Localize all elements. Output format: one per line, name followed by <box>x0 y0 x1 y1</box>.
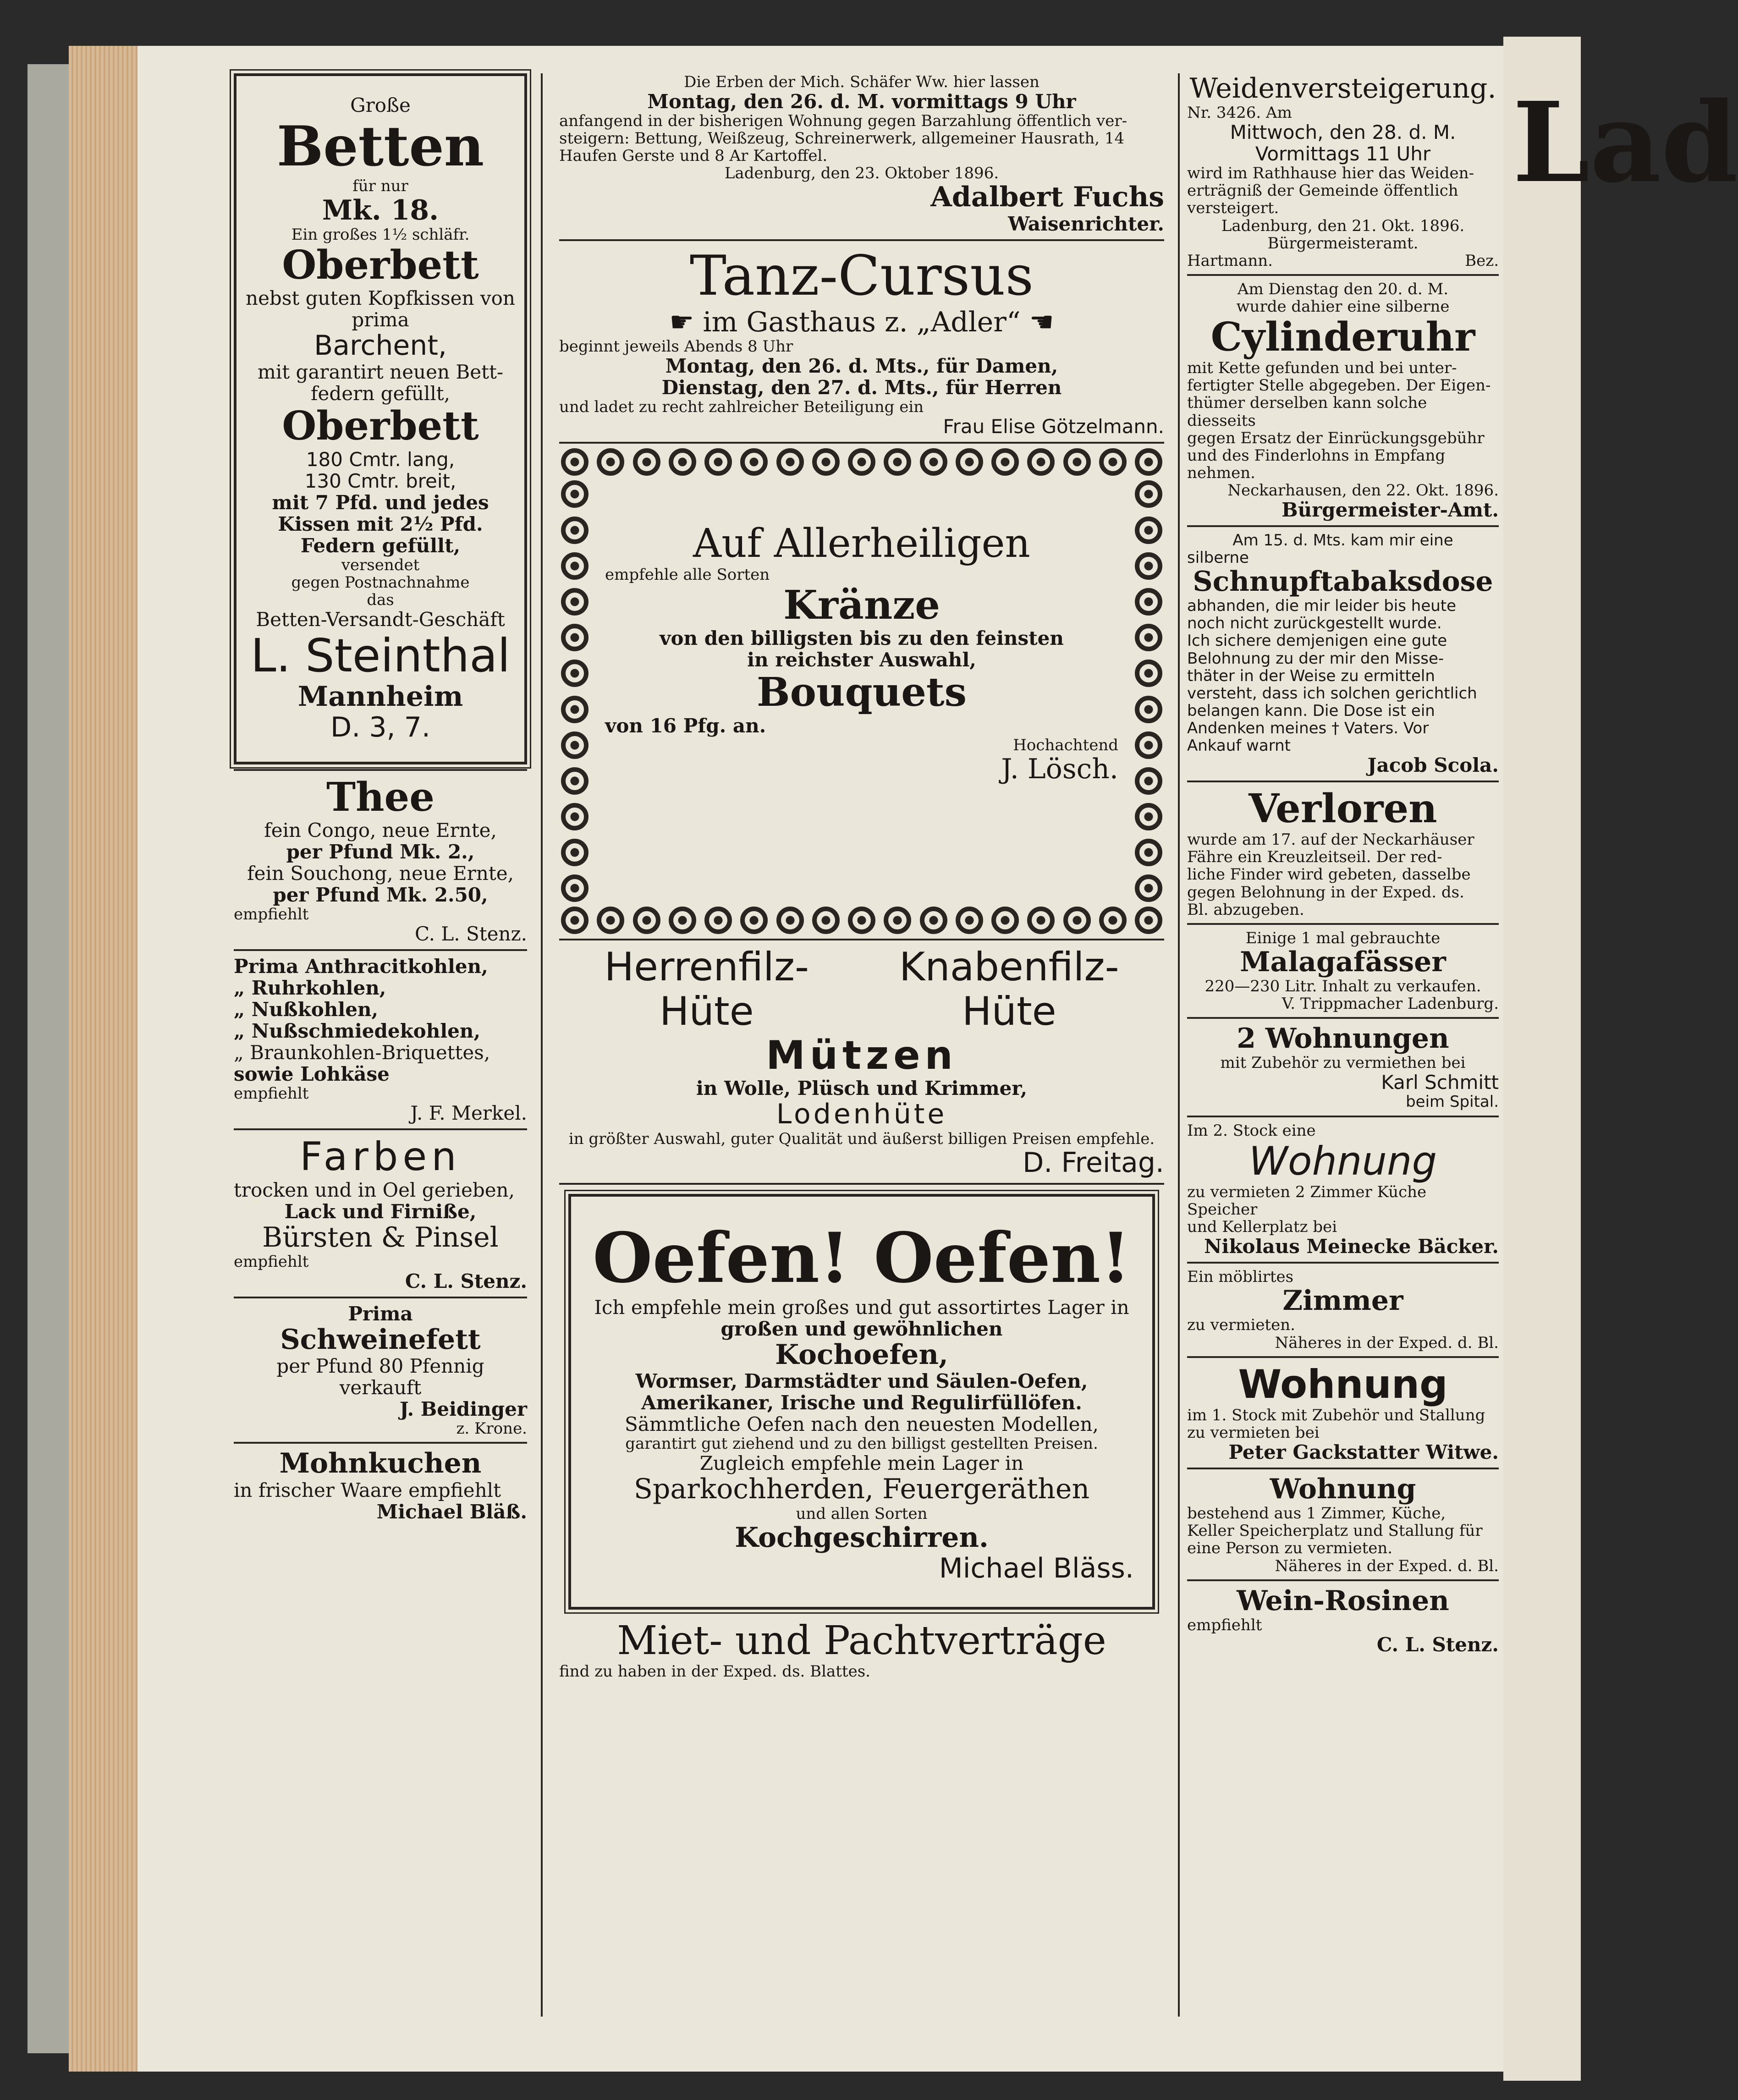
ad-line: sowie Lohkäse <box>234 1063 390 1086</box>
ad-headline: Bouquets <box>756 669 967 716</box>
ad-signature: Nikolaus Meinecke Bäcker. <box>1204 1235 1499 1258</box>
ornament-icon <box>920 907 947 934</box>
ad-line: beginnt jeweils Abends 8 Uhr <box>559 337 793 356</box>
ornament-icon <box>1135 517 1162 544</box>
ad-line: Betten-Versandt-Geschäft <box>256 608 505 631</box>
ad-headline: Farben <box>300 1134 461 1180</box>
ornament-icon <box>561 839 588 866</box>
ornament-icon <box>561 874 588 902</box>
ad-line: für nur <box>352 177 408 196</box>
ad-line: Wormser, Darmstädter und Säulen-Oefen, <box>635 1370 1088 1393</box>
ad-line: Dienstag, den 27. d. Mts., für Herren <box>661 376 1062 399</box>
wein-rosinen-ad <box>1187 1586 1499 1655</box>
divider <box>1187 1579 1499 1581</box>
ornament-icon <box>1135 874 1162 902</box>
tanz-cursus-ad <box>559 246 1164 438</box>
ad-line: empfiehlt <box>234 905 309 924</box>
ornament-icon <box>561 660 588 687</box>
ad-line: gegen Ersatz der Einrückungsgebühr <box>1187 429 1485 447</box>
ad-headline: Mohnkuchen <box>279 1447 482 1480</box>
ad-line: Bl. abzugeben. <box>1187 900 1304 919</box>
ad-line: und Kellerplatz bei <box>1187 1218 1337 1237</box>
ad-line: gegen Postnachnahme <box>291 573 470 592</box>
ad-signature: C. L. Stenz. <box>1376 1633 1499 1656</box>
ornament-icon <box>1135 552 1162 580</box>
ad-line: Große <box>350 94 411 116</box>
ornament-icon <box>1135 839 1162 866</box>
ornament-icon <box>561 696 588 723</box>
ad-headline: Schweinefett <box>280 1324 481 1356</box>
ad-line: 220—230 Litr. Inhalt zu verkaufen. <box>1204 977 1481 995</box>
ad-line: von den billigsten bis zu den feinsten <box>660 627 1064 650</box>
ad-headline: Wohnung <box>1270 1473 1416 1506</box>
ad-line: anfangend in der bisherigen Wohnung gegen Barzahlung öffentlich ver- <box>559 112 1128 131</box>
ornament-icon <box>812 907 840 934</box>
ornament-icon <box>884 448 911 476</box>
ad-headline: Betten <box>276 114 484 179</box>
ad-line: Prima Anthracitkohlen, <box>234 955 488 978</box>
ad-line: Am Dienstag den 20. d. M. <box>1237 280 1449 298</box>
ad-line: nebst guten Kopfkissen von <box>246 287 515 310</box>
ad-signature: D. Freitag. <box>1023 1146 1164 1179</box>
ornament-border <box>559 480 590 902</box>
divider <box>234 949 527 951</box>
ad-line: erträgniß der Gemeinde öffentlich <box>1187 181 1458 200</box>
ad-signature: Frau Elise Götzelmann. <box>943 415 1164 438</box>
ad-line: federn gefüllt, <box>310 382 451 405</box>
ornament-icon <box>991 907 1019 934</box>
zwei-wohnungen-ad <box>1187 1023 1499 1110</box>
divider <box>1187 1356 1499 1358</box>
ornament-icon <box>704 907 732 934</box>
zimmer-ad <box>1187 1268 1499 1351</box>
ad-line: Bez. <box>1465 251 1499 270</box>
ad-line: Ein großes 1½ schläfr. <box>291 225 470 244</box>
ad-signature: J. Lösch. <box>1001 753 1118 785</box>
ad-line: abhanden, die mir leider bis heute <box>1187 597 1457 616</box>
ad-line: mit garantirt neuen Bett- <box>257 361 504 384</box>
ad-headline: Wein-Rosinen <box>1237 1584 1449 1617</box>
ornament-icon <box>740 448 768 476</box>
ad-headline: Weidenversteigerung. <box>1189 72 1496 104</box>
divider <box>559 442 1164 444</box>
ornament-icon <box>956 448 983 476</box>
ornament-icon <box>561 767 588 795</box>
ornament-icon <box>1135 767 1162 795</box>
divider <box>234 1297 527 1298</box>
ad-line: Ladenburg, den 23. Oktober 1896. <box>724 164 999 183</box>
ad-line: Andenken meines † Vaters. Vor <box>1187 719 1429 737</box>
ad-line: beim Spital. <box>1406 1093 1499 1111</box>
ad-line: Ankauf warnt <box>1187 736 1291 755</box>
ornament-icon <box>1099 448 1127 476</box>
wohnung-ad-1 <box>1187 1122 1499 1258</box>
schnupftabaksdose-notice <box>1187 532 1499 776</box>
ad-line: find zu haben in der Exped. ds. Blattes. <box>559 1662 870 1681</box>
ad-line: liche Finder wird gebeten, dasselbe <box>1187 865 1471 884</box>
ornament-icon <box>1135 448 1162 476</box>
ad-headline: Auf Allerheiligen <box>693 521 1030 567</box>
ornament-icon <box>633 907 660 934</box>
column-rule <box>541 73 543 2017</box>
ornament-icon <box>1135 660 1162 687</box>
ad-line: fertigter Stelle abgegeben. Der Eigen- <box>1187 376 1491 395</box>
newspaper-page <box>138 46 1503 2072</box>
ad-line: Einige 1 mal gebrauchte <box>1245 929 1441 947</box>
ad-line: gegen Belohnung in der Exped. ds. <box>1187 883 1464 902</box>
next-page-edge: Lad <box>1503 37 1581 2081</box>
divider <box>1187 1116 1499 1117</box>
ornament-icon <box>561 517 588 544</box>
ad-line: Montag, den 26. d. M. vormittags 9 Uhr <box>647 90 1076 113</box>
divider <box>1187 923 1499 925</box>
ornament-icon <box>561 588 588 616</box>
left-column <box>234 73 527 1523</box>
ad-line: noch nicht zurückgestellt wurde. <box>1187 614 1442 633</box>
ad-line: wurde dahier eine silberne <box>1236 297 1450 316</box>
ad-headline: Knabenfilz-Hüte <box>899 944 1119 1034</box>
ad-signature: Adalbert Fuchs <box>930 181 1164 214</box>
divider <box>234 1442 527 1444</box>
schweinefett-ad <box>234 1303 527 1437</box>
divider <box>1187 525 1499 527</box>
ad-line: nehmen. <box>1187 463 1255 482</box>
ornament-icon <box>776 448 804 476</box>
ad-headline: Kränze <box>783 582 940 628</box>
kohlen-ad <box>234 956 527 1124</box>
ad-headline: Verloren <box>1248 786 1437 832</box>
ad-headline: Wohnung <box>1238 1361 1448 1407</box>
erben-notice <box>559 73 1164 235</box>
ad-line: versendet <box>341 555 420 574</box>
ad-line: Lack und Firniße, <box>284 1200 477 1223</box>
ornament-icon <box>991 448 1019 476</box>
ad-signature: Jacob Scola. <box>1367 753 1499 776</box>
ornament-icon <box>1135 696 1162 723</box>
ornament-icon <box>1027 907 1055 934</box>
ornament-icon <box>561 480 588 508</box>
ad-line: empfiehlt <box>234 1084 309 1103</box>
ad-line: mit 7 Pfd. und jedes <box>272 491 489 514</box>
ad-line: das <box>367 591 394 610</box>
ad-line: thümer derselben kann solche diesseits <box>1187 394 1427 430</box>
ad-line: Zugleich empfehle mein Lager in <box>699 1452 1024 1475</box>
wohnung-ad-2 <box>1187 1363 1499 1463</box>
ornament-icon <box>561 731 588 759</box>
ornament-icon <box>1063 448 1091 476</box>
ornament-icon <box>669 907 696 934</box>
ornament-icon <box>776 907 804 934</box>
ad-line: D. 3, 7. <box>330 711 430 744</box>
ornament-icon <box>1135 731 1162 759</box>
ad-headline: Oefen! Oefen! <box>592 1217 1131 1298</box>
ad-headline: Kochoefen, <box>775 1338 948 1371</box>
pointing-hand-icon: ☛ <box>669 306 694 339</box>
ad-line: mit Zubehör zu vermiethen bei <box>1220 1054 1466 1072</box>
ad-line: großen und gewöhnlichen <box>720 1317 1003 1340</box>
ad-line: steigern: Bettung, Weißzeug, Schreinerwerk, allgemeiner Hausrath, 14 <box>559 129 1125 148</box>
ad-line: in reichster Auswahl, <box>747 649 976 671</box>
ornament-border <box>1133 480 1164 902</box>
ad-headline: Oberbett <box>282 242 479 288</box>
ad-line: Barchent, <box>314 330 447 362</box>
pachtvertraege-ad <box>559 1619 1164 1680</box>
ornament-icon <box>561 624 588 651</box>
ad-headline: Zimmer <box>1282 1285 1403 1317</box>
ad-line <box>1187 252 1499 269</box>
ornament-icon <box>669 448 696 476</box>
ad-line: Federn gefüllt, <box>300 534 461 557</box>
ad-line: Waisenrichter. <box>1008 212 1164 235</box>
pointing-hand-icon: ☚ <box>1029 306 1054 339</box>
divider <box>1187 781 1499 782</box>
ad-line: silberne <box>1187 549 1249 567</box>
ad-headline: L. Steinthal <box>250 629 511 683</box>
ad-line: z. Krone. <box>456 1419 527 1438</box>
ad-line: von 16 Pfg. an. <box>605 714 766 737</box>
ad-line: in größter Auswahl, guter Qualität und äußerst billigen Preisen empfehle. <box>568 1129 1155 1148</box>
ad-headline: Schnupftabaksdose <box>1193 566 1493 598</box>
ad-line: Sämmtliche Oefen nach den neuesten Modellen, <box>625 1413 1099 1436</box>
middle-column <box>559 73 1164 1680</box>
ornament-icon <box>561 803 588 830</box>
ornament-icon <box>884 907 911 934</box>
ad-headline: Thee <box>326 774 434 820</box>
ad-line: garantirt gut ziehend und zu den billigst gestellten Preisen. <box>625 1435 1098 1453</box>
ad-line: zu vermieten 2 Zimmer Küche Speicher <box>1187 1182 1427 1219</box>
ad-line: „ Nußschmiedekohlen, <box>234 1020 481 1043</box>
ad-signature: J. Beidinger <box>399 1398 527 1421</box>
ad-line: Neckarhausen, den 22. Okt. 1896. <box>1227 481 1499 500</box>
allerheiligen-text <box>605 522 1118 784</box>
divider <box>234 1128 527 1130</box>
ad-line: im Gasthaus z. „Adler“ <box>703 306 1021 339</box>
ad-line: Die Erben der Mich. Schäfer Ww. hier lassen <box>684 73 1040 91</box>
ad-signature: J. F. Merkel. <box>410 1102 527 1125</box>
ad-line: und des Finderlohns in Empfang <box>1187 446 1446 465</box>
ornament-icon <box>561 907 588 934</box>
ad-headline: Cylinderuhr <box>1210 313 1475 360</box>
ad-headline <box>559 945 1164 1034</box>
ad-line: empfiehlt <box>1187 1616 1262 1634</box>
ad-line: in frischer Waare empfiehlt <box>234 1479 501 1501</box>
ad-line: Fähre ein Kreuzleitseil. Der red- <box>1187 848 1442 867</box>
ad-line: zu vermieten bei <box>1187 1423 1320 1442</box>
allerheiligen-ad <box>559 448 1164 934</box>
ornament-border <box>559 448 1164 476</box>
ad-line: fein Congo, neue Ernte, <box>264 819 497 841</box>
wohnung-ad-3 <box>1187 1474 1499 1575</box>
divider <box>1187 1262 1499 1264</box>
ornament-icon <box>1135 480 1162 508</box>
ad-headline: Herrenfilz-Hüte <box>604 944 809 1034</box>
ad-signature: Bürgermeister-Amt. <box>1282 498 1499 521</box>
ad-line: versteht, dass ich solchen gerichtlich <box>1187 684 1477 703</box>
ad-headline: Mützen <box>766 1033 957 1079</box>
ad-line: Am 15. d. Mts. kam mir eine <box>1232 531 1453 550</box>
ad-line: im 1. Stock mit Zubehör und Stallung <box>1187 1406 1485 1424</box>
ad-line: belangen kann. Die Dose ist ein <box>1187 701 1435 720</box>
ad-line: Mittwoch, den 28. d. M. <box>1230 121 1456 144</box>
divider <box>1187 1468 1499 1469</box>
ornament-border <box>559 907 1164 934</box>
ad-line: trocken und in Oel gerieben, <box>234 1178 515 1201</box>
ad-line: zu vermieten. <box>1187 1316 1295 1335</box>
ad-headline: Oberbett <box>282 403 479 450</box>
ad-line: 130 Cmtr. breit, <box>304 469 456 492</box>
ad-line: „ Nußkohlen, <box>234 998 379 1021</box>
ad-line: Keller Speicherplatz und Stallung für <box>1187 1522 1483 1540</box>
ornament-icon <box>1063 907 1091 934</box>
ornament-icon <box>597 907 624 934</box>
verloren-notice <box>1187 787 1499 918</box>
ad-line: per Pfund Mk. 2.50, <box>273 883 488 906</box>
ad-line: Amerikaner, Irische und Regulirfüllöfen. <box>641 1391 1082 1414</box>
ad-headline: Tanz-Cursus <box>689 244 1034 308</box>
ornament-icon <box>1135 624 1162 651</box>
ad-line: in Wolle, Plüsch und Krimmer, <box>696 1077 1028 1100</box>
ornament-icon <box>633 448 660 476</box>
ornament-icon <box>1135 588 1162 616</box>
ad-line: Ich sichere demjenigen eine gute <box>1187 632 1447 650</box>
ornament-icon <box>561 448 588 476</box>
divider <box>1187 1017 1499 1019</box>
ad-line: empfiehlt <box>234 1252 309 1271</box>
ad-line: und allen Sorten <box>796 1504 928 1523</box>
ad-line: Sparkochherden, Feuergeräthen <box>633 1473 1090 1506</box>
ad-line: bestehend aus 1 Zimmer, Küche, <box>1187 1504 1446 1523</box>
ad-line: Ich empfehle mein großes und gut assortirtes Lager in <box>594 1296 1129 1319</box>
ornament-icon <box>1135 803 1162 830</box>
ad-line: Hochachtend <box>1013 736 1118 754</box>
divider <box>559 939 1164 940</box>
ad-line: Prima <box>348 1303 413 1325</box>
ad-line: Kissen mit 2½ Pfd. <box>278 512 483 535</box>
right-column <box>1187 73 1499 1655</box>
cylinderuhr-notice <box>1187 280 1499 521</box>
ad-line: wurde am 17. auf der Neckarhäuser <box>1187 830 1474 849</box>
page-edges <box>69 46 138 2072</box>
ad-line: thäter in der Weise zu ermitteln <box>1187 666 1435 685</box>
ad-line: fein Souchong, neue Ernte, <box>247 862 514 885</box>
ad-line: per Pfund 80 Pfennig verkauft <box>276 1355 484 1399</box>
ad-line: Mk. 18. <box>322 194 439 226</box>
ornament-icon <box>848 907 875 934</box>
ornament-icon <box>597 448 624 476</box>
ornament-icon <box>1027 448 1055 476</box>
ad-line: per Pfund Mk. 2., <box>286 840 475 863</box>
ornament-icon <box>561 552 588 580</box>
ad-line: mit Kette gefunden und bei unter- <box>1187 359 1457 378</box>
divider <box>559 1183 1164 1185</box>
ad-line: Bürgermeisteramt. <box>1267 234 1419 253</box>
ad-line: „ Braunkohlen-Briquettes, <box>234 1041 490 1064</box>
ad-line: Haufen Gerste und 8 Ar Kartoffel. <box>559 147 828 165</box>
ad-signature: C. L. Stenz. <box>405 1270 527 1292</box>
malagafaesser-ad <box>1187 929 1499 1012</box>
weiden-notice <box>1187 73 1499 269</box>
ad-line: Nr. 3426. Am <box>1187 104 1292 122</box>
ad-headline: Miet- und Pachtverträge <box>617 1617 1106 1664</box>
ornament-icon <box>1135 907 1162 934</box>
betten-ad <box>234 73 527 764</box>
farben-ad <box>234 1135 527 1292</box>
ad-line: empfehle alle Sorten <box>605 565 770 584</box>
filzhute-ad <box>559 945 1164 1178</box>
divider <box>234 769 527 771</box>
ad-line: Mannheim <box>297 681 463 713</box>
ornament-icon <box>812 448 840 476</box>
ad-line: Im 2. Stock eine <box>1187 1121 1316 1140</box>
mohnkuchen-ad <box>234 1448 527 1522</box>
ad-signature: Karl Schmitt <box>1381 1071 1499 1094</box>
column-rule <box>1178 73 1180 2017</box>
divider <box>559 239 1164 241</box>
ad-signature: Peter Gackstatter Witwe. <box>1228 1441 1499 1464</box>
ad-signature: V. Trippmacher Ladenburg. <box>1282 995 1499 1013</box>
ad-line: prima <box>352 308 409 331</box>
ad-headline: Lodenhüte <box>776 1098 947 1131</box>
ad-line: 180 Cmtr. lang, <box>306 448 455 471</box>
ad-line: versteigert. <box>1187 199 1279 218</box>
ad-headline: Wohnung <box>1248 1138 1437 1184</box>
ad-line: Ein möblirtes <box>1187 1268 1294 1286</box>
ad-signature: Hartmann. <box>1187 251 1273 270</box>
ad-line <box>559 307 1164 338</box>
ad-line: Ladenburg, den 21. Okt. 1896. <box>1221 216 1465 235</box>
ad-line: Vormittags 11 Uhr <box>1255 143 1431 165</box>
ornament-icon <box>848 448 875 476</box>
ornament-icon <box>920 448 947 476</box>
thee-ad <box>234 775 527 945</box>
ad-line: eine Person zu vermieten. <box>1187 1539 1393 1558</box>
ad-signature: C. L. Stenz. <box>415 923 527 946</box>
ad-signature: Michael Bläss. <box>939 1552 1134 1584</box>
ad-line: Montag, den 26. d. Mts., für Damen, <box>665 355 1058 378</box>
ad-headline: Kochgeschirren. <box>735 1521 989 1554</box>
ad-line: Bürsten & Pinsel <box>262 1221 499 1253</box>
ad-line: Näheres in der Exped. d. Bl. <box>1275 1556 1499 1575</box>
ad-line: Näheres in der Exped. d. Bl. <box>1275 1333 1499 1352</box>
ornament-icon <box>956 907 983 934</box>
oefen-ad <box>568 1194 1155 1610</box>
ad-line: und ladet zu recht zahlreicher Beteiligung ein <box>559 398 924 417</box>
ad-headline: 2 Wohnungen <box>1237 1023 1449 1055</box>
ad-headline: Malagafässer <box>1240 946 1446 978</box>
ornament-icon <box>740 907 768 934</box>
ad-signature: Michael Bläß. <box>376 1500 527 1523</box>
ad-line: wird im Rathhause hier das Weiden- <box>1187 164 1474 183</box>
ad-line: Belohnung zu der mir den Misse- <box>1187 649 1444 668</box>
ad-line: „ Ruhrkohlen, <box>234 977 386 1000</box>
ornament-icon <box>704 448 732 476</box>
ornament-icon <box>1099 907 1127 934</box>
divider <box>1187 274 1499 276</box>
